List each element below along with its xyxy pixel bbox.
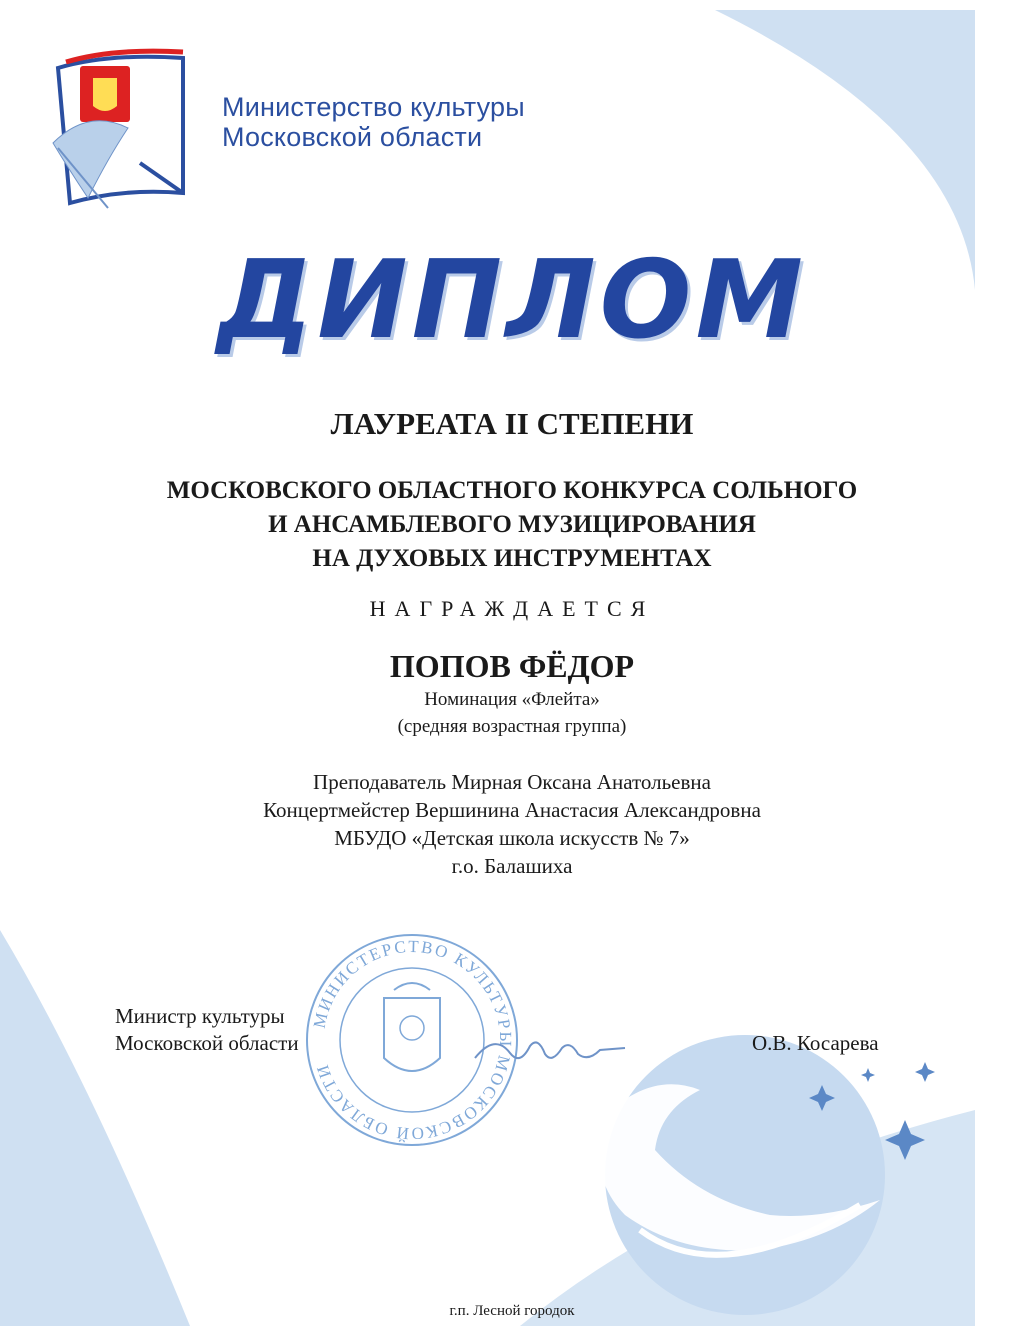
contest-line: И АНСАМБЛЕВОГО МУЗИЦИРОВАНИЯ	[268, 511, 756, 538]
laureate-degree: ЛАУРЕАТА II СТЕПЕНИ	[330, 406, 694, 441]
ministry-logo	[48, 48, 188, 213]
ministry-name-line1: Министерство культуры	[222, 92, 525, 122]
awarded-label: НАГРАЖДАЕТСЯ	[369, 596, 655, 621]
diploma-title: ДИПЛОМ	[217, 238, 807, 363]
ministry-name	[222, 92, 525, 152]
place-of-issue: г.п. Лесной городок	[449, 1303, 575, 1319]
ministry-name-line2: Московской области	[222, 122, 483, 152]
svg-text:МИНИСТЕРСТВО КУЛЬТУРЫ МОСКОВСК: МИНИСТЕРСТВО КУЛЬТУРЫ МОСКОВСКОЙ ОБЛАСТИ	[309, 936, 516, 1144]
accompanist-line: Концертмейстер Вершинина Анастасия Александровна	[263, 798, 761, 822]
signer-position	[115, 1003, 299, 1057]
signer-name: О.В. Косарева	[752, 1031, 879, 1055]
signer-position-line1: Министр культуры	[115, 1004, 285, 1028]
contest-name	[0, 474, 1024, 576]
handwritten-signature	[470, 1028, 630, 1068]
participant-details	[0, 768, 1024, 880]
contest-line: МОСКОВСКОГО ОБЛАСТНОГО КОНКУРСА СОЛЬНОГО	[166, 477, 858, 504]
city-line: г.о. Балашиха	[451, 854, 573, 878]
nomination: Номинация «Флейта»	[424, 689, 600, 710]
school-line: МБУДО «Детская школа искусств № 7»	[334, 826, 690, 850]
contest-line: НА ДУХОВЫХ ИНСТРУМЕНТАХ	[312, 545, 712, 572]
teacher-line: Преподаватель Мирная Оксана Анатольевна	[313, 770, 711, 794]
signer-position-line2: Московской области	[115, 1031, 299, 1055]
age-group: (средняя возрастная группа)	[397, 716, 627, 737]
recipient-name: ПОПОВ ФЁДОР	[389, 648, 635, 684]
